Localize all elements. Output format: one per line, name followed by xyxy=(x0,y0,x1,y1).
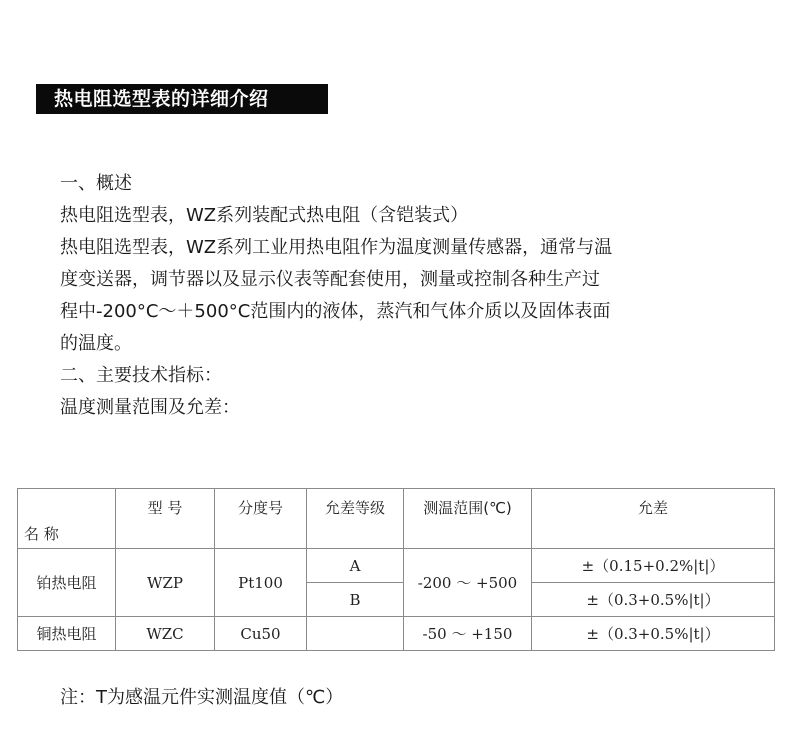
paragraph-line: 热电阻选型表，WZ系列工业用热电阻作为温度测量传感器，通常与温 xyxy=(60,237,613,258)
cell-model: WZC xyxy=(116,617,215,651)
paragraph-line: 度变送器，调节器以及显示仪表等配套使用，测量或控制各种生产过 xyxy=(60,269,600,290)
footnote: 注：T为感温元件实测温度值（℃） xyxy=(60,687,344,708)
paragraph-line: 程中-200°C～＋500°C范围内的液体，蒸汽和气体介质以及固体表面 xyxy=(60,301,611,322)
cell-model: WZP xyxy=(116,549,215,617)
header-tolerance: 允差 xyxy=(532,489,775,549)
cell-name: 铂热电阻 xyxy=(18,549,116,617)
cell-tolerance: ±（0.3+0.5%|t|） xyxy=(532,617,775,651)
cell-tolerance: ±（0.3+0.5%|t|） xyxy=(532,583,775,617)
cell-range: -50 ～ +150 xyxy=(404,617,532,651)
heading-overview: 一、概述 xyxy=(60,173,132,194)
cell-class: A xyxy=(307,549,404,583)
paragraph-line: 温度测量范围及允差： xyxy=(60,397,240,418)
cell-graduation: Cu50 xyxy=(215,617,307,651)
table-row xyxy=(18,617,775,651)
cell-tolerance: ±（0.15+0.2%|t|） xyxy=(532,549,775,583)
header-name: 名 称 xyxy=(18,489,116,549)
paragraph-line: 热电阻选型表，WZ系列装配式热电阻（含铠装式） xyxy=(60,205,469,226)
table-row xyxy=(18,549,775,583)
cell-range: -200 ～ +500 xyxy=(404,549,532,617)
intro-text xyxy=(60,168,740,424)
section-title: 热电阻选型表的详细介绍 xyxy=(36,84,328,114)
header-model: 型 号 xyxy=(116,489,215,549)
spec-table xyxy=(17,488,775,651)
cell-graduation: Pt100 xyxy=(215,549,307,617)
cell-class: B xyxy=(307,583,404,617)
header-tolerance-class: 允差等级 xyxy=(307,489,404,549)
table-header-row xyxy=(18,489,775,549)
header-graduation: 分度号 xyxy=(215,489,307,549)
heading-specs: 二、主要技术指标： xyxy=(60,365,222,386)
paragraph-line: 的温度。 xyxy=(60,333,132,354)
cell-class xyxy=(307,617,404,651)
header-range: 测温范围(℃) xyxy=(404,489,532,549)
cell-name: 铜热电阻 xyxy=(18,617,116,651)
